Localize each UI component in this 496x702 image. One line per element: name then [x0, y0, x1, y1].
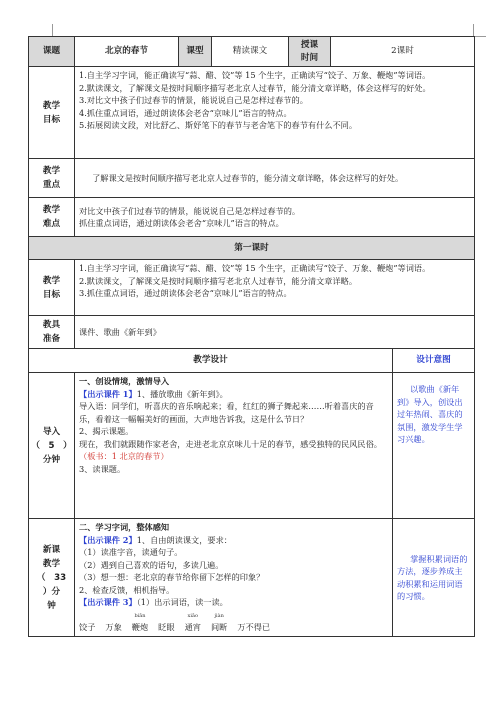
difficulty-label — [29, 198, 75, 237]
goal-item: 5.拓展阅读文段，对比舒乙、斯妤笔下的春节与老舍笔下的春节有什么不同。 — [79, 120, 358, 130]
goal-item: 3.对比文中孩子们过春节的情景，能说说自己是怎样过春节的。 — [79, 95, 308, 105]
intro-intent-text: 以歌曲《新年到》导入，创设出过年热闹、喜庆的氛围，激发学生学习兴趣。 — [397, 384, 463, 444]
intro-step3: 3、读课题。 — [79, 463, 126, 474]
intro-label-2: （ 5 ） — [31, 440, 72, 451]
difficulty-label-2: 难点 — [42, 219, 61, 229]
newlesson-content — [75, 519, 393, 637]
newlesson-label-4: ）分 — [42, 586, 61, 597]
requirement-1: （1）读准字音，读通句子。 — [79, 547, 183, 557]
word-text: 万象 — [105, 621, 122, 632]
time-label-line1: 授课 — [300, 40, 319, 50]
intro-step1: 1、播放歌曲《新年到》。 — [136, 388, 228, 399]
header-row — [29, 37, 475, 67]
newlesson-step3: （1）出示词语，读一读。 — [136, 597, 228, 607]
key-label-2: 重点 — [42, 180, 61, 190]
topic-value: 北京的春节 — [75, 37, 179, 67]
newlesson-step1: 1、自由朗读课文，要求： — [136, 534, 232, 545]
lesson1-goals-label — [29, 260, 75, 316]
key-text: 了解课文是按时间顺序描写老北京人过春节的，能分清文章详略，体会这样写的好处。 — [92, 172, 404, 183]
lesson1-goal-item: 2.默读课文，了解课文是按时间顺序描写老北京人过春节，能分清文章详略。 — [79, 275, 358, 286]
newlesson-step2: 2、检查反馈，相机指导。 — [79, 584, 175, 595]
lesson1-goal-item: 3.抓住重点词语，通过朗读体会老舍“京味儿”语言的特点。 — [79, 288, 292, 298]
lesson1-title-row — [29, 237, 475, 260]
word-text: 鞭炮 — [131, 621, 149, 632]
vocab-word — [105, 613, 121, 634]
time-label-line2: 时间 — [300, 52, 319, 63]
lesson-plan-table — [28, 36, 475, 637]
courseware-3: 【出示课件 3】 — [79, 597, 137, 607]
intro-heading: 一、创设情境，激情导入 — [79, 376, 170, 386]
requirement-2: （2）遇到自己喜欢的语句，多读几遍。 — [79, 559, 224, 570]
courseware-2: 【出示课件 2】 — [79, 534, 137, 545]
pinyin: xiāo — [187, 612, 198, 619]
time-value: 2课时 — [331, 37, 475, 67]
difficulty-item: 抓住重点词语，通过朗读体会老舍“京味儿”语言的特点。 — [79, 218, 284, 228]
goals-label-2: 目标 — [42, 114, 61, 125]
word-text: 间断 — [210, 621, 228, 632]
pinyin: jiàn — [214, 612, 224, 619]
key-label-1: 教学 — [42, 166, 61, 176]
intro-step2: 2、揭示课题。 — [79, 426, 134, 436]
vocab-word — [132, 613, 148, 634]
prep-content: 课件、歌曲《新年到》 — [75, 316, 475, 349]
lesson1-goal-item: 1.自主学习字词，能正确读写“蒜、醋、饺”等 15 个生字，正确读写“饺子、万象、鞭炮”等词语。 — [79, 263, 431, 273]
newlesson-label-1: 新课 — [42, 544, 61, 555]
lesson-plan — [28, 36, 474, 637]
vocab-word — [185, 613, 201, 634]
newlesson-label — [29, 519, 75, 637]
newlesson-intent — [393, 519, 475, 637]
goals-label-1: 教学 — [42, 100, 61, 111]
word-text: 眨眼 — [158, 621, 175, 632]
goal-item: 2.默读课文，了解课文是按时间顺序描写老北京人过春节，能分清文章详略，体会这样写的好处。 — [79, 82, 431, 93]
difficulty-content — [75, 198, 475, 237]
key-label — [29, 159, 75, 198]
intro-speech-2: 现在，我们就跟随作家老舍，走进老北京京味儿十足的春节，感受独特的民风民俗。 — [79, 438, 382, 449]
newlesson-label-5: 钟 — [47, 600, 56, 611]
difficulty-item: 对比文中孩子们过春节的情景，能说说自己是怎样过春节的。 — [79, 205, 301, 216]
newlesson-label-2: 教学 — [42, 558, 61, 569]
pinyin: biān — [134, 612, 146, 619]
time-label — [289, 37, 331, 67]
lesson1-goals-row — [29, 260, 475, 316]
word-text: 万不得已 — [237, 621, 271, 632]
intro-label — [29, 373, 75, 519]
lesson1-title: 第一课时 — [29, 237, 475, 260]
vocab-word — [211, 613, 227, 634]
key-row — [29, 159, 475, 198]
prep-label-1: 教具 — [42, 320, 61, 330]
newlesson-label-3: （ 33 — [36, 572, 67, 583]
goals-content — [75, 67, 475, 159]
lesson1-goals-content — [75, 260, 475, 316]
goals-label — [29, 67, 75, 159]
vocab-word — [237, 613, 270, 634]
newlesson-row — [29, 519, 475, 637]
word-text: 通宵 — [184, 621, 201, 632]
prep-label — [29, 316, 75, 349]
courseware-1: 【出示课件 1】 — [79, 388, 137, 399]
intro-label-1: 导入 — [42, 426, 61, 437]
requirement-3: （3）想一想：老北京的春节给你留下怎样的印象？ — [79, 572, 265, 582]
intro-intent — [393, 373, 475, 519]
intro-label-3: 分钟 — [42, 454, 61, 465]
type-label: 课型 — [179, 37, 212, 67]
goal-item: 4.抓住重点词语，通过朗读体会老舍“京味儿”语言的特点。 — [79, 107, 292, 118]
prep-row — [29, 316, 475, 349]
intro-row — [29, 373, 475, 519]
word-text: 饺子 — [79, 621, 96, 632]
intro-speech: 导入语：同学们，听喜庆的音乐响起来；看，红红的狮子舞起来……听着喜庆的音乐，看着这一幅幅美好的画面，大声地告诉我，这是什么节日？ — [79, 401, 374, 424]
key-content — [75, 159, 475, 198]
design-header-row — [29, 349, 475, 373]
lesson1-goals-label-1: 教学 — [42, 275, 61, 286]
word-list — [79, 613, 388, 634]
vocab-word — [79, 613, 95, 634]
board-note: （板书：1 北京的春节） — [79, 451, 169, 461]
lesson1-goals-label-2: 目标 — [42, 289, 61, 300]
difficulty-row — [29, 198, 475, 237]
difficulty-label-1: 教学 — [42, 205, 61, 215]
intro-content — [75, 373, 393, 519]
prep-label-2: 准备 — [42, 334, 61, 344]
design-col-title: 教学设计 — [29, 349, 393, 373]
newlesson-intent-text: 掌握积累词语的方法，逐步养成主动积累和运用词语的习惯。 — [397, 553, 468, 601]
topic-label: 课题 — [29, 37, 75, 67]
goals-row — [29, 67, 475, 159]
type-value: 精读课文 — [212, 37, 289, 67]
intent-col-title: 设计意图 — [393, 349, 475, 373]
vocab-word — [158, 613, 174, 634]
newlesson-heading: 二、学习字词，整体感知 — [79, 522, 170, 532]
goal-item: 1.自主学习字词，能正确读写“蒜、醋、饺”等 15 个生字，正确读写“饺子、万象、鞭炮”等词语。 — [79, 70, 431, 80]
